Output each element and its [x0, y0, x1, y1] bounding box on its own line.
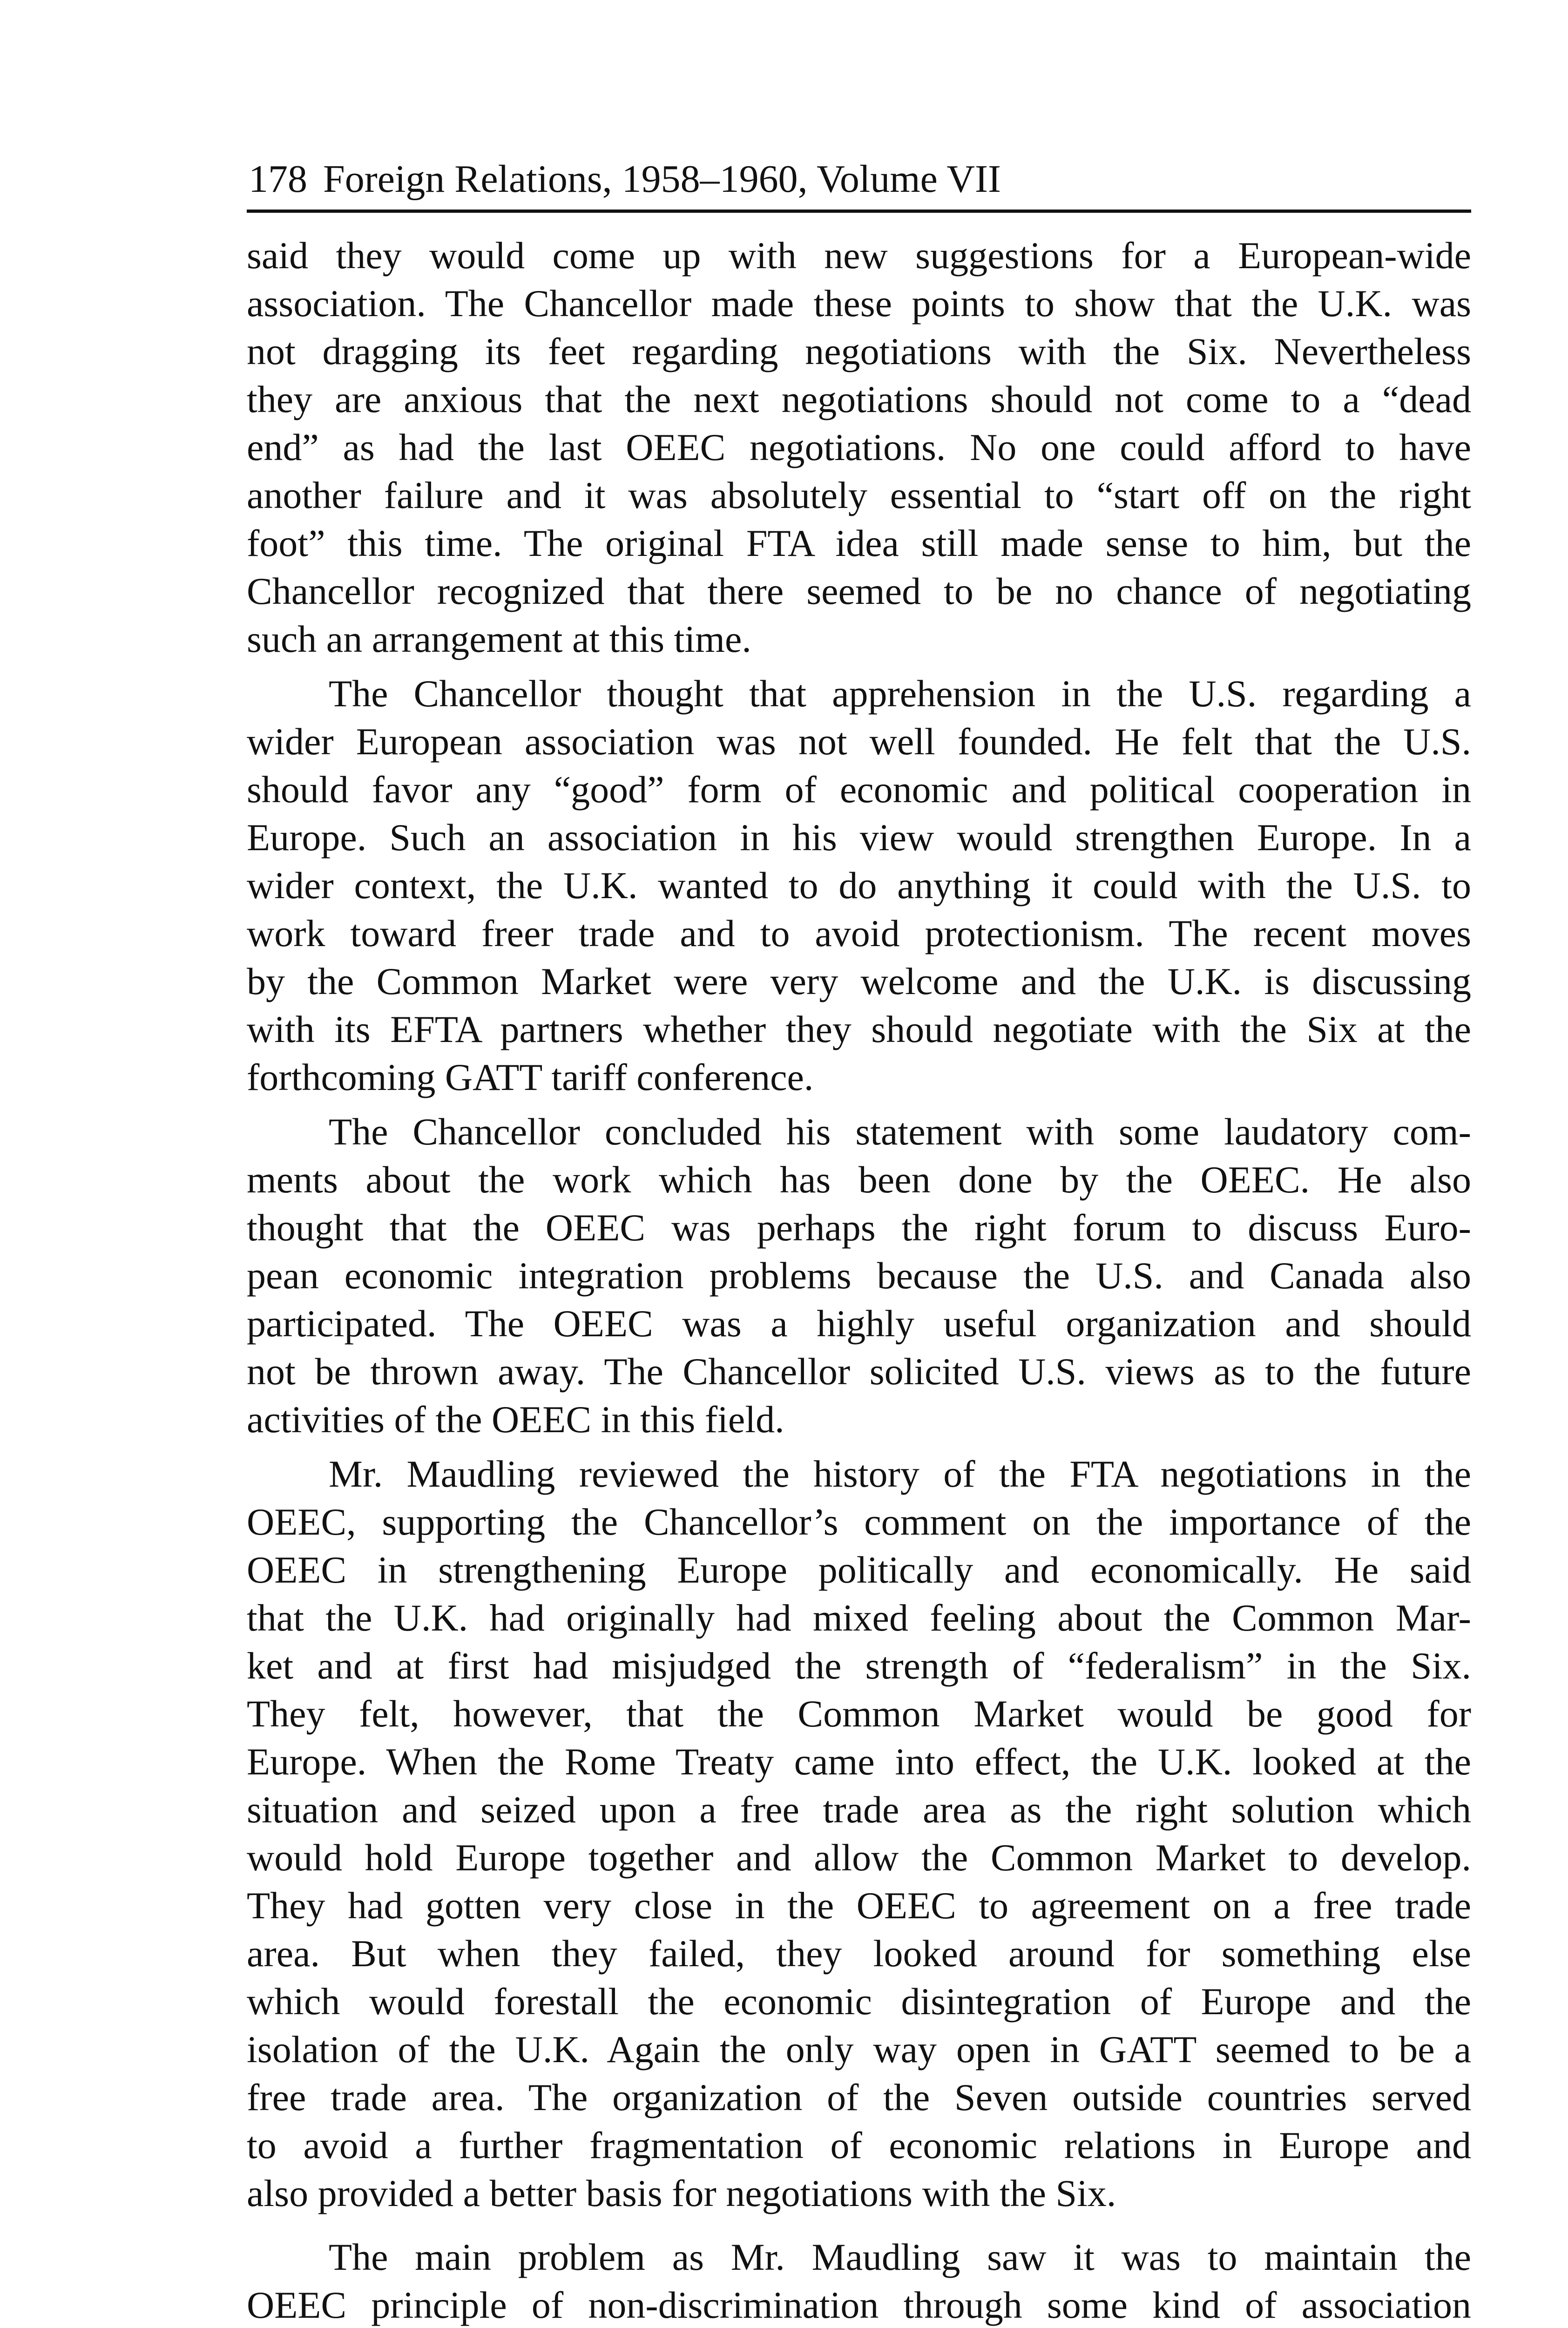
- text-line: Mr. Maudling reviewed the history of the FTA negotiations in the: [329, 1453, 1471, 1495]
- text-line: such an arrangement at this time.: [247, 618, 751, 660]
- text-line: to avoid a further fragmentation of economic relations in Europe and: [247, 2124, 1471, 2166]
- text-line: would hold Europe together and allow the Common Market to develop.: [247, 1836, 1471, 1879]
- text-line: Europe. When the Rome Treaty came into effect, the U.K. looked at the: [247, 1740, 1471, 1783]
- text-line: OEEC, supporting the Chancellor’s comment on the importance of the: [247, 1501, 1471, 1543]
- text-line: by the Common Market were very welcome and the U.K. is discussing: [247, 960, 1471, 1002]
- text-line: they are anxious that the next negotiations should not come to a “dead: [247, 378, 1471, 420]
- text-line: foot” this time. The original FTA idea still made sense to him, but the: [247, 522, 1471, 564]
- text-line: not be thrown away. The Chancellor solicited U.S. views as to the future: [247, 1350, 1471, 1393]
- text-line: participated. The OEEC was a highly useful organization and should: [247, 1302, 1471, 1345]
- text-line: thought that the OEEC was perhaps the right forum to discuss Euro-: [247, 1206, 1471, 1249]
- text-line: work toward freer trade and to avoid protectionism. The recent moves: [247, 912, 1471, 954]
- header-rule: [247, 210, 1471, 213]
- text-line: They had gotten very close in the OEEC to agreement on a free trade: [247, 1884, 1471, 1927]
- text-line: pean economic integration problems because the U.S. and Canada also: [247, 1254, 1471, 1297]
- text-line: wider European association was not well founded. He felt that the U.S.: [247, 720, 1471, 763]
- text-line: that the U.K. had originally had mixed feeling about the Common Mar-: [247, 1597, 1471, 1639]
- text-line: The Chancellor thought that apprehension in the U.S. regarding a: [329, 672, 1471, 715]
- text-line: OEEC principle of non-discrimination through some kind of association: [247, 2284, 1471, 2326]
- text-line: situation and seized upon a free trade area as the right solution which: [247, 1788, 1471, 1831]
- text-line: area. But when they failed, they looked around for something else: [247, 1932, 1471, 1975]
- text-line: also provided a better basis for negotiations with the Six.: [247, 2172, 1116, 2214]
- page-number: 178: [249, 157, 307, 201]
- text-line: Europe. Such an association in his view would strengthen Europe. In a: [247, 816, 1471, 859]
- text-line: another failure and it was absolutely essential to “start off on the right: [247, 474, 1471, 516]
- text-line: which would forestall the economic disintegration of Europe and the: [247, 1980, 1471, 2023]
- running-head: [247, 154, 1471, 205]
- document-page: [247, 154, 1471, 2328]
- text-line: with its EFTA partners whether they should negotiate with the Six at the: [247, 1008, 1471, 1050]
- text-line: forthcoming GATT tariff conference.: [247, 1056, 814, 1098]
- text-line: should favor any “good” form of economic and political cooperation in: [247, 768, 1471, 811]
- text-line: isolation of the U.K. Again the only way open in GATT seemed to be a: [247, 2028, 1471, 2071]
- text-line: ments about the work which has been done by the OEEC. He also: [247, 1158, 1471, 1201]
- text-line: end” as had the last OEEC negotiations. No one could afford to have: [247, 426, 1471, 468]
- volume-title: Foreign Relations, 1958–1960, Volume VII: [323, 157, 1001, 201]
- text-line: not dragging its feet regarding negotiations with the Six. Nevertheless: [247, 330, 1471, 372]
- text-line: They felt, however, that the Common Market would be good for: [247, 1692, 1471, 1735]
- body-text: [247, 231, 1471, 2328]
- text-line: free trade area. The organization of the Seven outside countries served: [247, 2076, 1471, 2118]
- text-line: The Chancellor concluded his statement with some laudatory com-: [329, 1110, 1471, 1153]
- text-line: association. The Chancellor made these points to show that the U.K. was: [247, 282, 1471, 325]
- text-line: activities of the OEEC in this field.: [247, 1398, 784, 1441]
- text-line: Chancellor recognized that there seemed to be no chance of negotiating: [247, 570, 1471, 612]
- text-line: wider context, the U.K. wanted to do anything it could with the U.S. to: [247, 864, 1471, 907]
- text-line: OEEC in strengthening Europe politically and economically. He said: [247, 1549, 1471, 1591]
- text-line: The main problem as Mr. Maudling saw it was to maintain the: [329, 2236, 1471, 2278]
- text-line: ket and at first had misjudged the strength of “federalism” in the Six.: [247, 1644, 1471, 1687]
- text-line: said they would come up with new suggestions for a European-wide: [247, 234, 1471, 277]
